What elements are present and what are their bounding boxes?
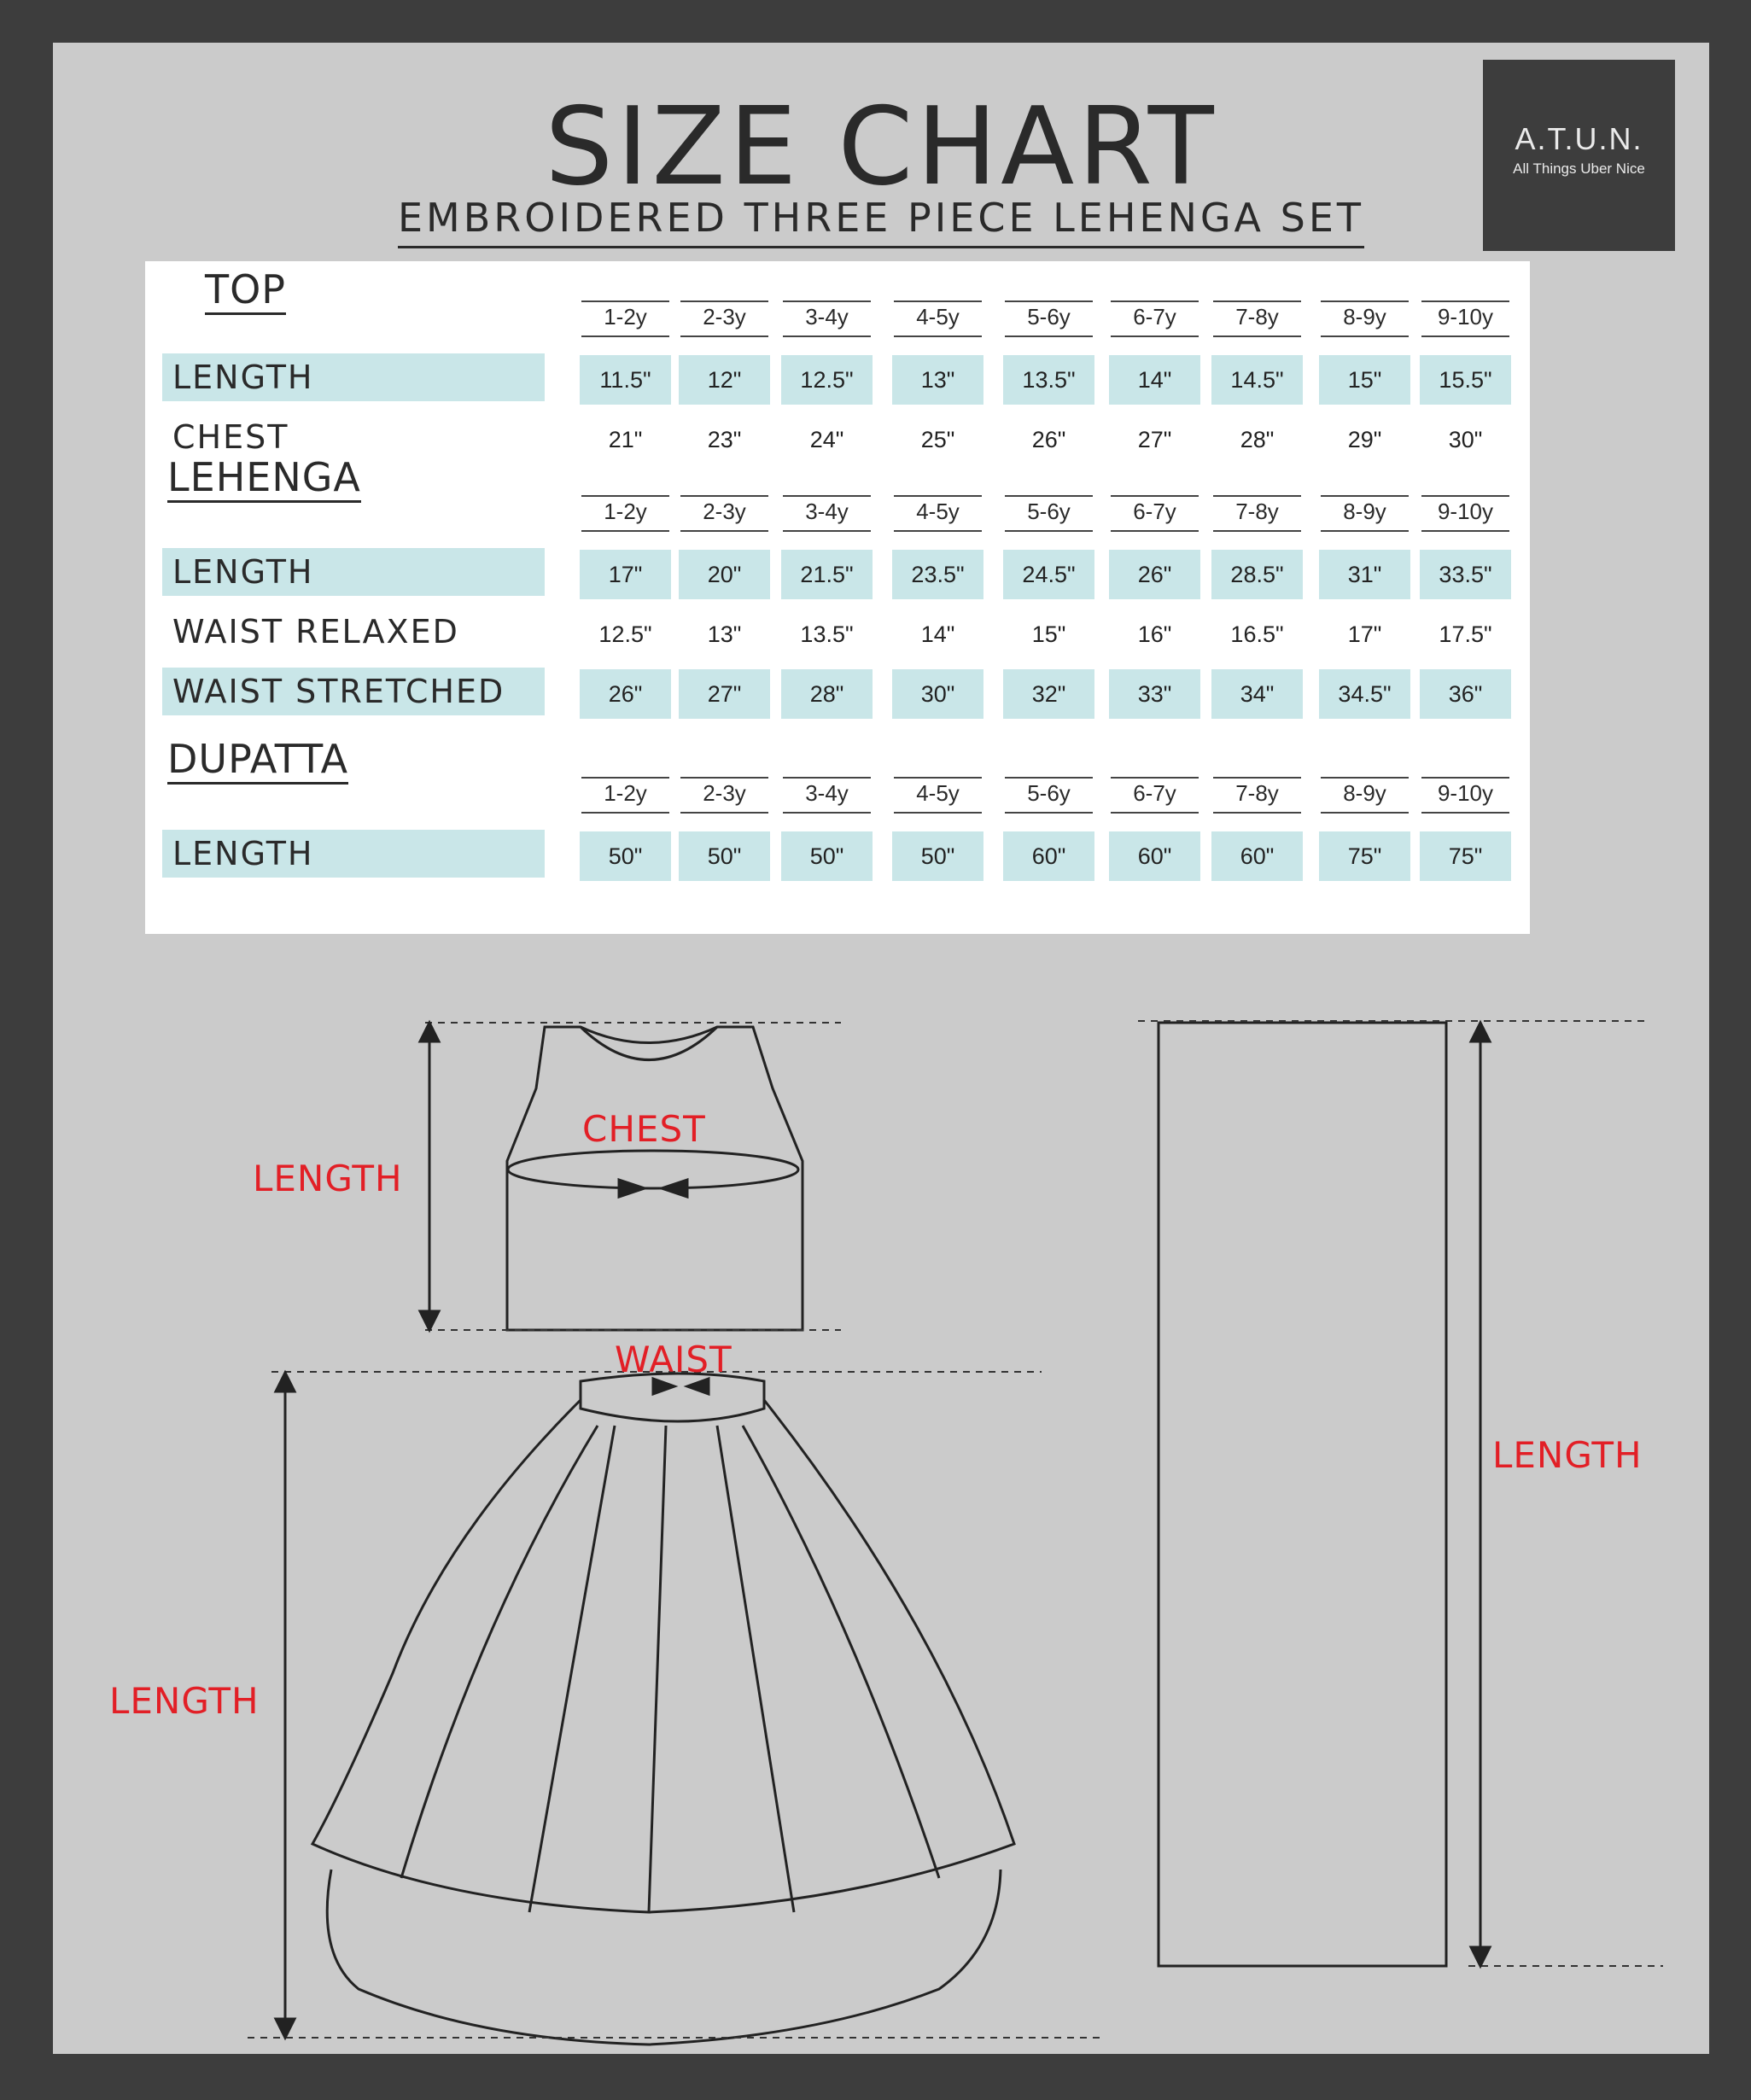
row-label: LENGTH <box>162 353 545 401</box>
size-header: 5-6y <box>1005 304 1093 330</box>
top-length-label: LENGTH <box>253 1158 403 1199</box>
size-cell: 30" <box>1448 427 1483 452</box>
size-cell: 27" <box>679 669 770 719</box>
size-cell: 14" <box>920 621 955 647</box>
subtitle-text: EMBROIDERED THREE PIECE LEHENGA SET <box>398 195 1364 248</box>
size-header: 2-3y <box>680 780 768 807</box>
row-label: CHEST <box>172 418 289 456</box>
row-label: WAIST STRETCHED <box>162 668 545 715</box>
size-header: 3-4y <box>783 304 871 330</box>
size-cell: 32" <box>1003 669 1094 719</box>
size-cell: 25" <box>920 427 955 452</box>
size-cell: 28" <box>781 669 873 719</box>
size-cell: 24" <box>809 427 844 452</box>
size-header: 5-6y <box>1005 780 1093 807</box>
size-header: 7-8y <box>1213 304 1301 330</box>
size-cell: 36" <box>1420 669 1511 719</box>
size-header: 9-10y <box>1421 780 1509 807</box>
size-cell: 17.5" <box>1439 621 1492 647</box>
size-cell: 12.5" <box>781 355 873 405</box>
section-title-text: DUPATTA <box>167 736 348 785</box>
size-cell: 23" <box>707 427 742 452</box>
size-cell: 12.5" <box>598 621 652 647</box>
lehenga-length-label: LENGTH <box>109 1680 260 1722</box>
row-label: LENGTH <box>162 548 545 596</box>
lehenga-ruffle <box>327 1870 1001 2045</box>
size-header: 6-7y <box>1111 499 1199 525</box>
size-cell: 31" <box>1319 550 1410 599</box>
dupatta-outline <box>1159 1023 1446 1966</box>
size-cell: 13" <box>892 355 983 405</box>
size-cell: 15" <box>1319 355 1410 405</box>
size-header: 4-5y <box>894 304 982 330</box>
size-header: 4-5y <box>894 780 982 807</box>
top-garment-outline <box>507 1027 803 1330</box>
row-label: LENGTH <box>162 830 545 878</box>
lehenga-waistband <box>581 1374 764 1421</box>
size-cell: 11.5" <box>580 355 671 405</box>
size-cell: 13.5" <box>1003 355 1094 405</box>
size-header: 1-2y <box>581 780 669 807</box>
size-cell: 26" <box>1109 550 1200 599</box>
size-cell: 15.5" <box>1420 355 1511 405</box>
size-cell: 20" <box>679 550 770 599</box>
size-cell: 21.5" <box>781 550 873 599</box>
size-cell: 75" <box>1420 831 1511 881</box>
size-header: 1-2y <box>581 304 669 330</box>
size-header: 5-6y <box>1005 499 1093 525</box>
chest-measure-ellipse <box>508 1151 798 1188</box>
size-cell: 60" <box>1211 831 1303 881</box>
row-label: WAIST RELAXED <box>172 613 459 650</box>
size-header: 6-7y <box>1111 780 1199 807</box>
size-header: 8-9y <box>1321 304 1409 330</box>
size-cell: 17" <box>1347 621 1382 647</box>
size-header: 2-3y <box>680 304 768 330</box>
size-cell: 13.5" <box>800 621 854 647</box>
page-title: SIZE CHART <box>545 84 1217 209</box>
size-header: 4-5y <box>894 499 982 525</box>
brand-tagline: All Things Uber Nice <box>1513 160 1645 177</box>
size-header: 6-7y <box>1111 304 1199 330</box>
size-cell: 30" <box>892 669 983 719</box>
size-cell: 75" <box>1319 831 1410 881</box>
size-header: 1-2y <box>581 499 669 525</box>
size-header: 8-9y <box>1321 499 1409 525</box>
dupatta-length-label: LENGTH <box>1492 1434 1643 1476</box>
size-cell: 13" <box>707 621 742 647</box>
size-cell: 17" <box>580 550 671 599</box>
size-cell: 29" <box>1347 427 1382 452</box>
size-header: 9-10y <box>1421 304 1509 330</box>
size-cell: 16.5" <box>1230 621 1284 647</box>
size-cell: 50" <box>679 831 770 881</box>
size-header: 3-4y <box>783 499 871 525</box>
waist-label: WAIST <box>615 1339 733 1380</box>
size-cell: 60" <box>1003 831 1094 881</box>
size-cell: 34.5" <box>1319 669 1410 719</box>
size-cell: 50" <box>781 831 873 881</box>
size-cell: 24.5" <box>1003 550 1094 599</box>
size-header: 2-3y <box>680 499 768 525</box>
size-cell: 27" <box>1137 427 1172 452</box>
size-cell: 23.5" <box>892 550 983 599</box>
section-title-text: TOP <box>205 266 286 315</box>
size-cell: 50" <box>580 831 671 881</box>
size-cell: 33.5" <box>1420 550 1511 599</box>
size-cell: 16" <box>1137 621 1172 647</box>
section-title-text: LEHENGA <box>167 454 361 503</box>
size-cell: 34" <box>1211 669 1303 719</box>
lehenga-folds <box>401 1426 939 1912</box>
size-cell: 26" <box>1031 427 1066 452</box>
size-cell: 60" <box>1109 831 1200 881</box>
brand-name: A.T.U.N. <box>1515 121 1643 156</box>
size-header: 3-4y <box>783 780 871 807</box>
size-cell: 28.5" <box>1211 550 1303 599</box>
size-cell: 15" <box>1031 621 1066 647</box>
waist-arrows <box>653 1379 709 1394</box>
size-header: 7-8y <box>1213 780 1301 807</box>
chest-label: CHEST <box>582 1108 706 1150</box>
size-cell: 21" <box>608 427 643 452</box>
size-header: 8-9y <box>1321 780 1409 807</box>
size-cell: 50" <box>892 831 983 881</box>
size-header: 9-10y <box>1421 499 1509 525</box>
size-cell: 14.5" <box>1211 355 1303 405</box>
size-cell: 14" <box>1109 355 1200 405</box>
size-header: 7-8y <box>1213 499 1301 525</box>
size-cell: 12" <box>679 355 770 405</box>
size-cell: 26" <box>580 669 671 719</box>
size-cell: 33" <box>1109 669 1200 719</box>
size-cell: 28" <box>1240 427 1275 452</box>
